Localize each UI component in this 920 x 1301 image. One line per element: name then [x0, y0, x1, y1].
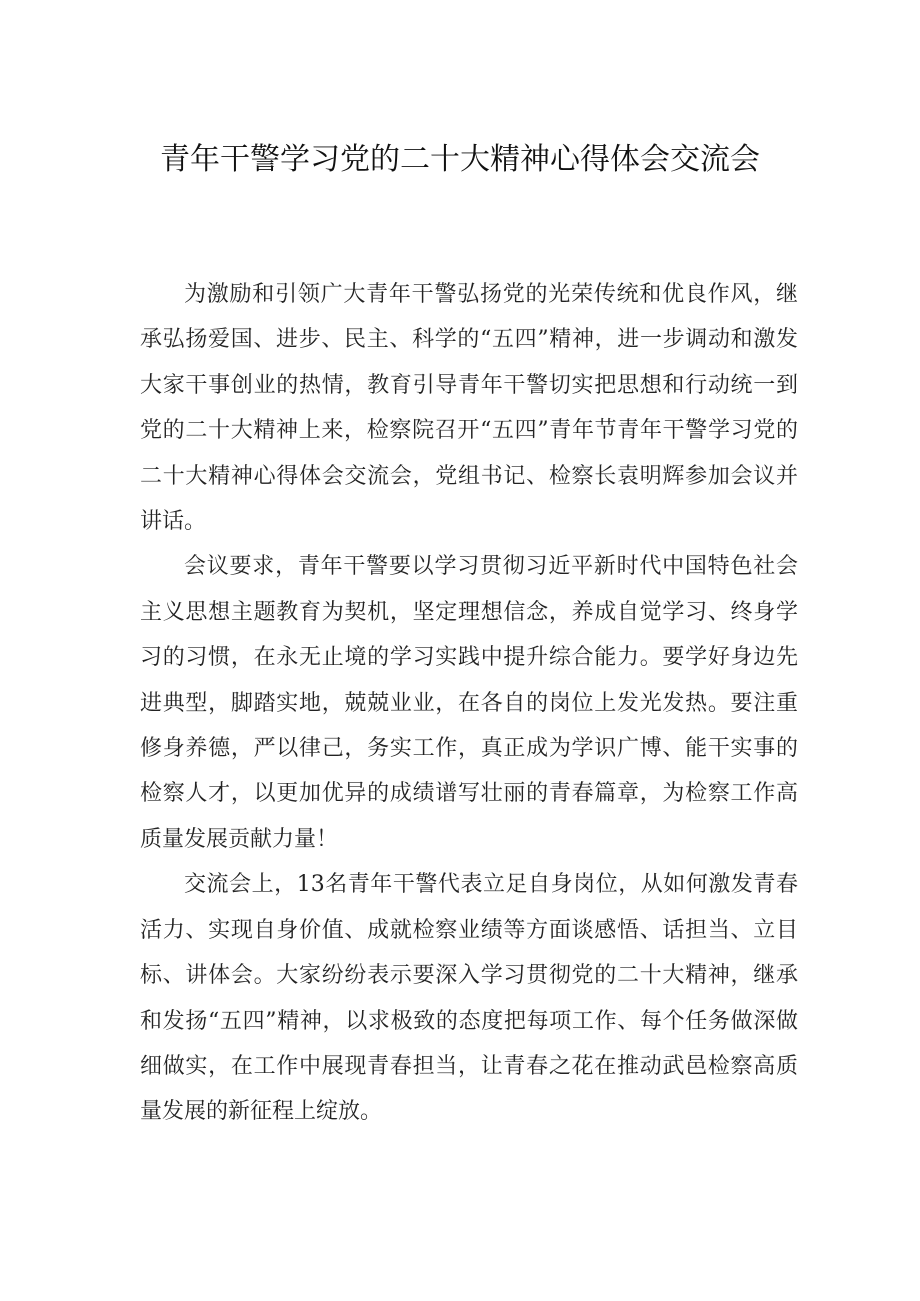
document-body [140, 272, 798, 1135]
paragraph-1: 为激励和引领广大青年干警弘扬党的光荣传统和优良作风，继承弘扬爱国、进步、民主、科学的“五四”精神，进一步调动和激发大家干事创业的热情，教育引导青年干警切实把思想和行动统一到党的二十大精神上来，检察院召开“五四”青年节青年干警学习党的二十大精神心得体会交流会，党组书记、检察长袁明辉参加会议并讲话。 [140, 282, 798, 535]
paragraph-3: 交流会上，13名青年干警代表立足自身岗位，从如何激发青春活力、实现自身价值、成就检察业绩等方面谈感悟、话担当、立目标、讲体会。大家纷纷表示要深入学习贯彻党的二十大精神，继承和发扬“五四”精神，以求极致的态度把每项工作、每个任务做深做细做实，在工作中展现青春担当，让青春之花在推动武邑检察高质量发展的新征程上绽放。 [140, 872, 798, 1125]
document-title: 青年干警学习党的二十大精神心得体会交流会 [160, 142, 760, 177]
paragraph-2: 会议要求，青年干警要以学习贯彻习近平新时代中国特色社会主义思想主题教育为契机，坚定理想信念，养成自觉学习、终身学习的习惯，在永无止境的学习实践中提升综合能力。要学好身边先进典型，脚踏实地，兢兢业业，在各自的岗位上发光发热。要注重修身养德，严以律己，务实工作，真正成为学识广博、能干实事的检察人才，以更加优异的成绩谱写壮丽的青春篇章，为检察工作高质量发展贡献力量！ [140, 554, 798, 852]
